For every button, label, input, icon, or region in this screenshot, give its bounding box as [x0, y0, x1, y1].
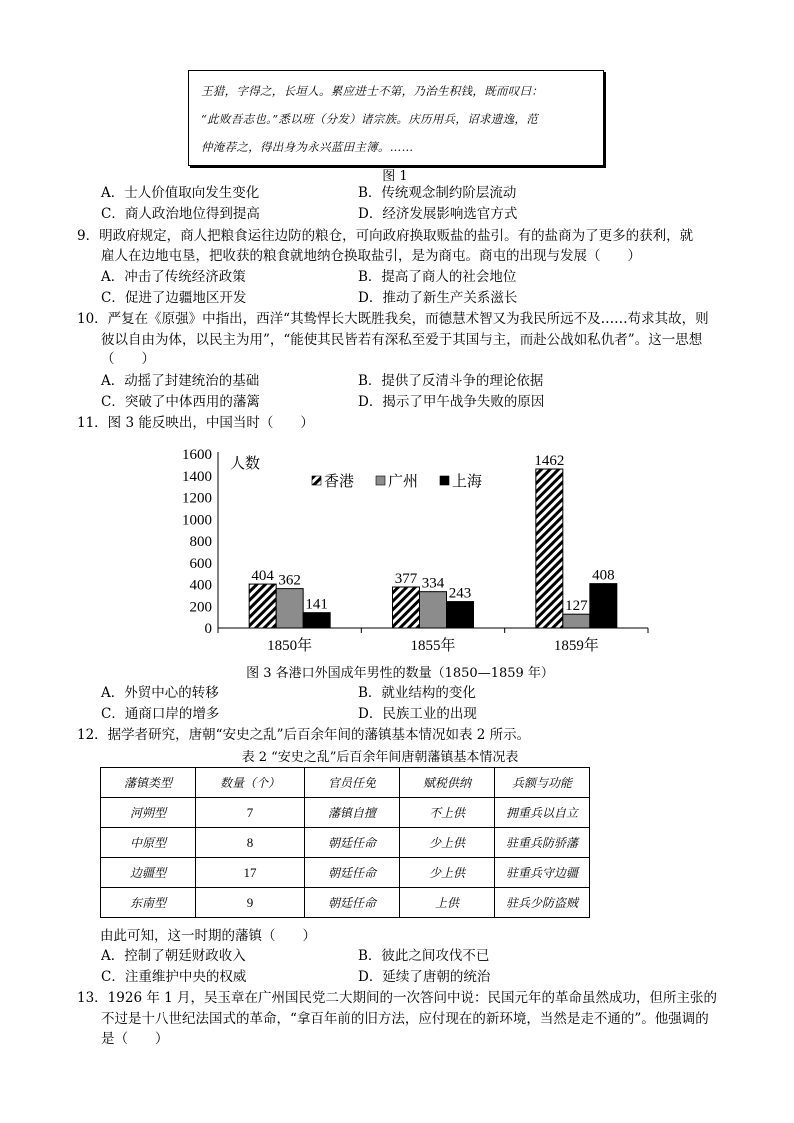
q10-option-c[interactable]: C．突破了中体西用的藩篱: [101, 394, 260, 410]
table-header-cell: 藩镇类型: [101, 768, 196, 798]
fig1-caption: 图 1: [382, 169, 408, 184]
q10-option-a[interactable]: A．动摇了封建统治的基础: [101, 373, 260, 389]
table-cell: 驻兵少防盗贼: [495, 888, 590, 918]
legend-label: 上海: [452, 474, 483, 490]
table-row: [101, 828, 590, 858]
data-label: 408: [592, 567, 615, 584]
q9-option-b[interactable]: B．提高了商人的社会地位: [358, 269, 517, 285]
q12-option-d[interactable]: D．延续了唐朝的统治: [358, 969, 491, 985]
table-caption: 表 2 “安史之乱”后百余年间唐朝藩镇基本情况表: [241, 750, 519, 765]
y-tick-label: 1200: [182, 490, 212, 507]
data-label: 127: [565, 598, 588, 615]
table-cell: 9: [196, 888, 305, 918]
q10-stem: （ ）: [101, 351, 155, 367]
q11-option-a[interactable]: A．外贸中心的转移: [101, 685, 219, 701]
table-cell: 上供: [400, 888, 495, 918]
q11-stem: 11．图 3 能反映出，中国当时（ ）: [77, 415, 314, 431]
x-tick-label: 1855年: [410, 638, 456, 654]
legend-label: 香港: [324, 474, 355, 490]
q11-option-c[interactable]: C．通商口岸的增多: [101, 706, 220, 722]
data-label: 141: [305, 596, 328, 613]
q10-stem: 10．严复在《原强》中指出，西洋“其鸷悍长大既胜我矣，而德慧术智又为我民所远不及……苟求其故，则: [77, 311, 709, 327]
port-population-chart: [170, 440, 660, 660]
table-cell: 中原型: [101, 828, 196, 858]
fig1-line: 仲淹荐之，得出身为永兴蓝田主簿。……: [201, 140, 414, 154]
table-cell: 少上供: [400, 858, 495, 888]
q9-stem: 雇人在边地屯垦，把收获的粮食就地纳仓换取盐引，是为商屯。商屯的出现与发展（ ）: [101, 248, 641, 264]
table-header-row: [101, 768, 590, 798]
table-cell: 8: [196, 828, 305, 858]
bar-上海: [303, 613, 330, 628]
bar-广州: [563, 614, 590, 628]
y-tick-label: 1600: [182, 447, 212, 463]
q11-option-b[interactable]: B．就业结构的变化: [358, 685, 476, 701]
table-cell: 驻重兵防骄藩: [495, 828, 590, 858]
q10-option-d[interactable]: D．揭示了甲午战争失败的原因: [358, 394, 545, 410]
table-cell: 不上供: [400, 798, 495, 828]
q8-option-b[interactable]: B．传统观念制约阶层流动: [358, 185, 517, 201]
table-header-cell: 数量（个）: [196, 768, 305, 798]
legend-swatch: [312, 476, 321, 485]
y-tick-label: 1400: [182, 468, 212, 485]
table-header-cell: 官员任免: [305, 768, 400, 798]
table-row: [101, 858, 590, 888]
y-tick-label: 400: [189, 577, 212, 594]
y-tick-label: 800: [189, 534, 212, 550]
table-header-cell: 兵额与功能: [495, 768, 590, 798]
q10-stem: 彼以自由为体，以民主为用”，“能使其民皆若有深私至爱于其国与主，而赴公战如私仇者”。这一思想: [101, 332, 703, 348]
q9-option-a[interactable]: A．冲击了传统经济政策: [101, 269, 246, 285]
bar-香港: [249, 584, 276, 628]
legend-swatch: [440, 476, 449, 485]
fig1-line: “此败吾志也。”悉以班（分发）诸宗族。庆历用兵，诏求遗逸，范: [201, 112, 539, 126]
q13-stem: 不过是十八世纪法国式的革命，“拿百年前的旧方法，应付现在的新环境，当然是走不通的”。他强调的: [101, 1011, 709, 1027]
bar-上海: [590, 584, 617, 628]
table-header-cell: 赋税供纳: [400, 768, 495, 798]
table-cell: 河朔型: [101, 798, 196, 828]
chart-title: 图 3 各港口外国成年男性的数量（1850—1859 年）: [246, 666, 554, 681]
data-label: 334: [421, 575, 445, 592]
bar-广州: [276, 589, 303, 628]
q12-stem: 12．据学者研究，唐朝“安史之乱”后百余年间的藩镇基本情况如表 2 所示。: [77, 727, 531, 743]
y-tick-label: 0: [204, 621, 212, 637]
q12-after: 由此可知，这一时期的藩镇（ ）: [100, 928, 316, 944]
bar-广州: [420, 592, 447, 628]
fanzhen-table: [100, 767, 590, 918]
data-label: 377: [394, 571, 418, 588]
table-cell: 驻重兵守边疆: [495, 858, 590, 888]
table-cell: 少上供: [400, 828, 495, 858]
bar-上海: [447, 602, 474, 628]
data-label: 362: [278, 572, 301, 589]
table-cell: 拥重兵以自立: [495, 798, 590, 828]
fig1-quote-box: [188, 70, 604, 166]
data-label: 243: [448, 585, 472, 602]
table-cell: 朝廷任命: [305, 828, 400, 858]
table-cell: 边疆型: [101, 858, 196, 888]
bar-香港: [536, 469, 563, 628]
bar-香港: [393, 587, 420, 628]
legend-swatch: [376, 476, 385, 485]
y-tick-label: 1000: [182, 512, 212, 529]
q8-option-c[interactable]: C．商人政治地位得到提高: [101, 206, 260, 222]
table-cell: 朝廷任命: [305, 858, 400, 888]
x-tick-label: 1850年: [267, 638, 313, 654]
data-label: 404: [251, 568, 274, 585]
q12-option-a[interactable]: A．控制了朝廷财政收入: [101, 948, 246, 964]
q9-option-d[interactable]: D．推动了新生产关系滋长: [358, 290, 518, 306]
table-cell: 7: [196, 798, 305, 828]
q13-stem: 13．1926 年 1 月，吴玉章在广州国民党二大期间的一次答问中说：民国元年的革命虽然成功，但所主张的: [77, 990, 717, 1006]
legend-label: 广州: [388, 474, 419, 490]
data-label: 1462: [534, 453, 565, 470]
y-tick-label: 600: [189, 555, 212, 572]
q10-option-b[interactable]: B．提供了反清斗争的理论依据: [358, 373, 544, 389]
table-cell: 17: [196, 858, 305, 888]
y-tick-label: 200: [189, 599, 212, 616]
q13-stem: 是（ ）: [101, 1031, 169, 1047]
table-cell: 藩镇自擅: [305, 798, 400, 828]
q12-option-c[interactable]: C．注重维护中央的权威: [101, 969, 247, 985]
q11-option-d[interactable]: D．民族工业的出现: [358, 706, 477, 722]
table-row: [101, 798, 590, 828]
q9-option-c[interactable]: C．促进了边疆地区开发: [101, 290, 247, 306]
table-cell: 东南型: [101, 888, 196, 918]
y-axis-label: 人数: [230, 456, 261, 472]
fig1-line: 王猎，字得之，长垣人。累应进士不第，乃治生积钱，既而叹曰：: [201, 84, 544, 98]
table-cell: 朝廷任命: [305, 888, 400, 918]
x-tick-label: 1859年: [553, 638, 599, 654]
q12-option-b[interactable]: B．彼此之间攻伐不已: [358, 948, 490, 964]
q9-stem: 9．明政府规定，商人把粮食运往边防的粮仓，可向政府换取贩盐的盐引。有的盐商为了更多的获利，就: [77, 228, 694, 244]
q8-option-d[interactable]: D．经济发展影响选官方式: [358, 206, 518, 222]
table-row: [101, 888, 590, 918]
q8-option-a[interactable]: A．士人价值取向发生变化: [101, 185, 260, 201]
